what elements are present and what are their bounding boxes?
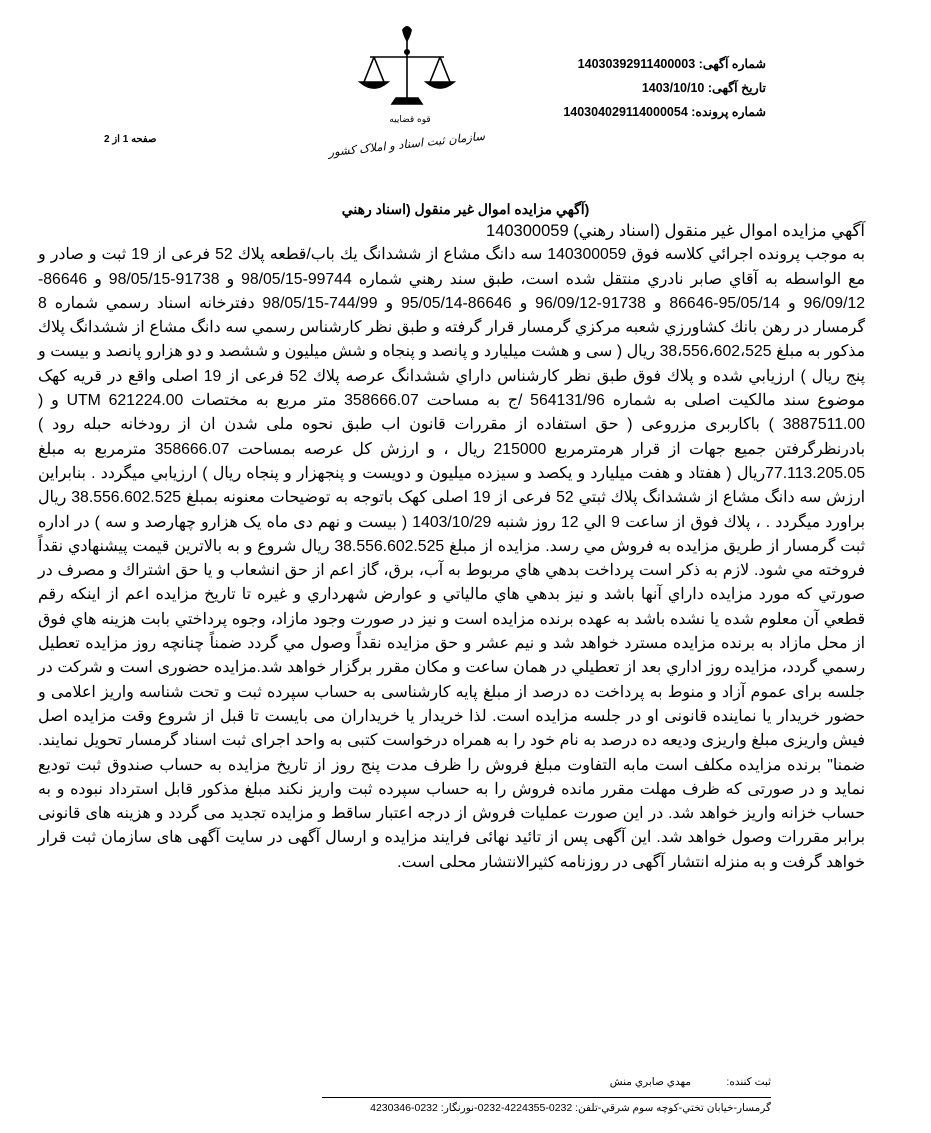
notice-date-row (563, 76, 766, 100)
notice-body (38, 219, 865, 875)
recorder-label: ثبت كننده: (726, 1076, 771, 1088)
body-first-line: آگهي مزايده اموال غير منقول (اسناد رهني) 140300059 (486, 222, 865, 240)
logo-small-text: قوه قضاییه (389, 115, 431, 125)
notice-number-row (563, 52, 766, 76)
notice-number-label: شماره آگهی: (698, 57, 766, 71)
notice-number: 14030392911400003 (577, 57, 696, 71)
notice-date-label: تاریخ آگهی: (707, 81, 766, 95)
case-number-row (563, 100, 766, 124)
case-number-label: شماره پرونده: (691, 105, 766, 119)
body-paragraph: به موجب پرونده اجرائي كلاسه فوق 140300059 سه دانگ مشاع از ششدانگ يك باب/قطعه پلاك 52 فرعى از 19 ثبت و صادر و مع الواسطه به آقاي صابر نادري منتقل شده است، طبق سند رهني شماره 99744-98/05/15 و 91738-98/05/15 و 86646-96/09/12 و 95/05/14-86646 و 91738-96/09/12 و 86646-95/05/14 و 744/99-98/05/15 دفترخانه اسناد رسمي شماره 8 گرمسار در رهن بانك كشاورزي شعبه مركزي گرمسار قرار گرفته و طبق نظر كارشناس رسمي سه دانگ مشاع از ششدانگ پلاك مذكور به مبلغ 38،556،602،525 ريال ( سی و هشت ميليارد و پانصد و پنجاه و شش ميليون و ششصد و دو هزارو پانصد و بیست و پنج ريال ) ارزيابي شده و پلاك فوق طبق نظر كارشناس داراي ششدانگ عرصه پلاك 52 فرعی از 19 اصلی واقع در قریه کهک موضوع سند مالکیت اصلی به شماره 564131/96 /ج به مساحت 358666.07 متر مربع به مختصات UTM 621224.00 و ( 3887511.00 ) باکاربری مزروعی ( حق استفاده از مقررات قانون اب طبق نحوه ملی شدن ان از رودخانه حبله رود ) بادرنظرگرفتن جمیع جهات از قرار هرمترمربع 215000 ریال ، و ارزش کل عرصه بمساحت 358666.07 مترمربع به مبلغ 77.113.205.05ريال ( هفتاد و هفت ميليارد و يكصد و سيزده ميليون و دويست و پنجهزار و پنجاه ريال ) ارزيابي ميگردد . بنابراين ارزش سه دانگ مشاع از ششدانگ پلاك ثبتي 52 فرعی از 19 اصلی كهک باتوجه به توضيحات معنونه بمبلغ 38.556.602.525 ريال براورد ميگردد . ، پلاك فوق از ساعت 9 الي 12 روز شنبه 1403/10/29 ( بیست و نهم دی ماه یک هزارو چهارصد و سه ) در اداره ثبت گرمسار از طريق مزايده به فروش مي رسد. مزايده از مبلغ 38.556.602.525 ريال شروع و به بالاترين قيمت پيشنهادي نقداً فروخته مي شود. لازم به ذكر است پرداخت بدهي هاي مربوط به آب، برق، گاز اعم از حق انشعاب و يا حق اشتراك و مصرف در صورتي كه مورد مزايده داراي آنها باشد و نيز بدهي هاي مالياتي و عوارض شهرداري و غيره تا تاريخ مزايده اعم از اينكه رقم قطعي آن معلوم شده يا نشده باشد به عهده برنده مزايده است و نيز در صورت وجود مازاد، وجوه پرداختي بابت هزينه هاي فوق از محل مازاد به برنده مزايده مسترد خواهد شد و نيم عشر و حق مزايده نقداً وصول مي گردد ضمناً چنانچه روز مزايده تعطيل رسمي گردد، مزايده روز اداري بعد از تعطيلي در همان ساعت و مكان مقرر برگزار خواهد شد.مزايده حضوری است و شرکت در جلسه برای عموم آزاد و منوط به پرداخت ده درصد از مبلغ پایه کارشناسی به حساب سپرده ثبت و تحت شناسه واریز اعلامی و حضور خریدار یا نماینده قانونی او در جلسه مزایده است. لذا خریدار یا خریداران می بایست تا قبل از شروع وقت مزایده اصل فیش واریزی مبلغ واریزی ودیعه ده درصد به نام خود را به همراه درخواست کتبی به واحد اجرای ثبت اسناد گرمسار تحویل نمایند. ضمنا" برنده مزایده مکلف است مابه التفاوت مبلغ فروش را ظرف مدت پنج روز از تاریخ مزایده به حساب صندوق ثبت تودیع نماید و در صورتی که ظرف مهلت مقرر مانده فروش را به حساب سپرده ثبت واریز نکند مبلغ مذکور قابل استرداد نبوده و به حساب خزانه واریز خواهد شد. در این صورت عملیات فروش از درجه اعتبار ساقط و مزایده تجدید می گردد و هزینه های قانونی برابر مقررات وصول خواهد شد. این آگهی پس از تائید نهائی فرایند مزایده و ارسال آگهی در سایت آگهی های سازمان ثبت قرار خواهد گرفت و به منزله انتشار آگهی در روزنامه کثیرالانتشار محلی است. (38, 246, 866, 871)
page-number: صفحه 1 از 2 (104, 134, 157, 145)
recorder-name: مهدي صابري منش (609, 1076, 691, 1088)
notice-date: 1403/10/10 (641, 81, 705, 95)
footer-divider (322, 1097, 771, 1098)
notice-title: (آگهي مزايده اموال غير منقول (اسناد رهني (341, 201, 590, 217)
notice-meta (563, 52, 766, 124)
judiciary-emblem-logo (327, 22, 486, 162)
case-number: 140304029114000054 (563, 105, 688, 119)
logo-text: سازمان ثبت اسناد و املاک کشور (327, 128, 486, 160)
office-address: گرمسار-خيابان تختي-كوچه سوم شرقي-تلفن: 0232-4224355-0232-نورنگار: 0232-4230346 (370, 1102, 771, 1114)
